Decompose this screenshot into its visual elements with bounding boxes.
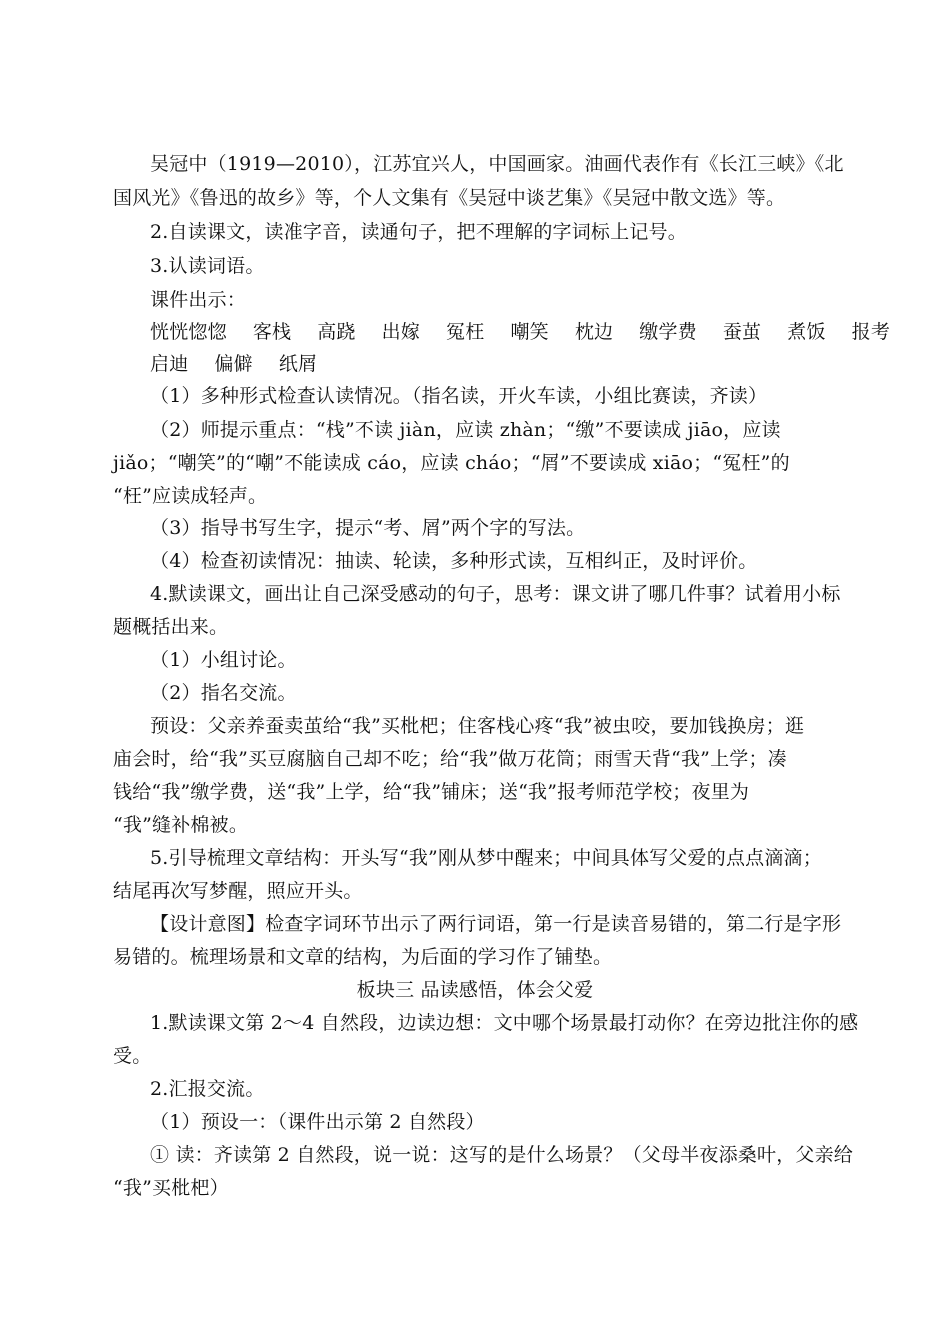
paragraph-line: 题概括出来。 [113,616,229,638]
paragraph-line: “枉”应读成轻声。 [113,485,268,507]
paragraph-line: 5.引导梳理文章结构：开头写“我”刚从梦中醒来；中间具体写父爱的点点滴滴； [150,847,822,869]
vocab-word: 偏僻 [214,353,253,375]
paragraph-line: 钱给“我”缴学费，送“我”上学，给“我”铺床；送“我”报考师范学校；夜里为 [113,781,750,803]
vocab-word: 纸屑 [278,353,318,375]
paragraph-line: 2.自读课文，读准字音，读通句子，把不理解的字词标上记号。 [150,221,687,243]
paragraph-line: （1）预设一：（课件出示第 2 自然段） [150,1111,485,1133]
paragraph-line: （4）检查初读情况：抽读、轮读，多种形式读，互相纠正，及时评价。 [150,550,758,572]
paragraph-line: “我”缝补棉被。 [113,814,249,836]
vocab-row-2 [150,352,317,376]
paragraph-line: （3）指导书写生字，提示“考、屑”两个字的写法。 [150,517,586,539]
paragraph-line: jiǎo；“嘲笑”的“嘲”不能读成 cáo，应读 cháo；“屑”不要读成 xiāo；“冤枉”的 [113,452,790,474]
paragraph-line: 结尾再次写梦醒，照应开头。 [113,880,363,902]
vocab-word: 嘲笑 [510,321,549,343]
paragraph-line: 3.认读词语。 [150,255,265,277]
paragraph-line: ① 读：齐读第 2 自然段，说一说：这写的是什么场景？（父母半夜添桑叶，父亲给 [150,1144,854,1166]
vocab-word: 蚕茧 [722,321,762,343]
paragraph-line: 预设：父亲养蚕卖茧给“我”买枇杷；住客栈心疼“我”被虫咬，要加钱换房；逛 [150,715,805,737]
vocab-word: 报考 [851,321,891,343]
vocab-word: 客栈 [252,321,292,343]
vocab-word: 出嫁 [381,321,421,343]
vocab-word: 冤枉 [446,321,485,343]
paragraph-line: 1.默读课文第 2～4 自然段，边读边想：文中哪个场景最打动你？在旁边批注你的感 [150,1012,859,1034]
vocab-word: 煮饭 [787,321,826,343]
paragraph-line: 吴冠中（1919—2010），江苏宜兴人，中国画家。油画代表作有《长江三峡》《北 [150,153,844,175]
paragraph-line: （2）师提示重点：“栈”不读 jiàn，应读 zhàn；“缴”不要读成 jiāo，应读 [150,419,781,441]
paragraph-line: 4.默读课文，画出让自己深受感动的句子，思考：课文讲了哪几件事？试着用小标 [150,583,841,605]
vocab-word: 恍恍惚惚 [150,321,227,343]
vocab-word: 启迪 [150,353,189,375]
paragraph-line: （2）指名交流。 [150,682,297,704]
paragraph-line: 国风光》《鲁迅的故乡》等，个人文集有《吴冠中谈艺集》《吴冠中散文选》等。 [113,187,786,209]
paragraph-line: 【设计意图】检查字词环节出示了两行词语，第一行是读音易错的，第二行是字形 [150,913,842,935]
vocab-word: 枕边 [574,321,614,343]
paragraph-line: “我”买枇杷） [113,1177,229,1199]
vocab-word: 高跷 [317,321,356,343]
vocab-row-1 [150,320,890,344]
vocab-word: 缴学费 [639,321,697,343]
paragraph-line: 易错的。梳理场景和文章的结构，为后面的学习作了铺垫。 [113,946,613,968]
section-heading: 板块三 品读感悟，体会父爱 [356,979,594,1001]
paragraph-line: 庙会时，给“我”买豆腐脑自己却不吃；给“我”做万花筒；雨雪天背“我”上学；凑 [113,748,787,770]
paragraph-line: 2.汇报交流。 [150,1078,265,1100]
paragraph-line: 课件出示： [150,289,247,311]
paragraph-line: （1）小组讨论。 [150,649,297,671]
paragraph-line: 受。 [113,1045,152,1067]
paragraph-line: （1）多种形式检查认读情况。（指名读，开火车读，小组比赛读，齐读） [150,385,768,407]
